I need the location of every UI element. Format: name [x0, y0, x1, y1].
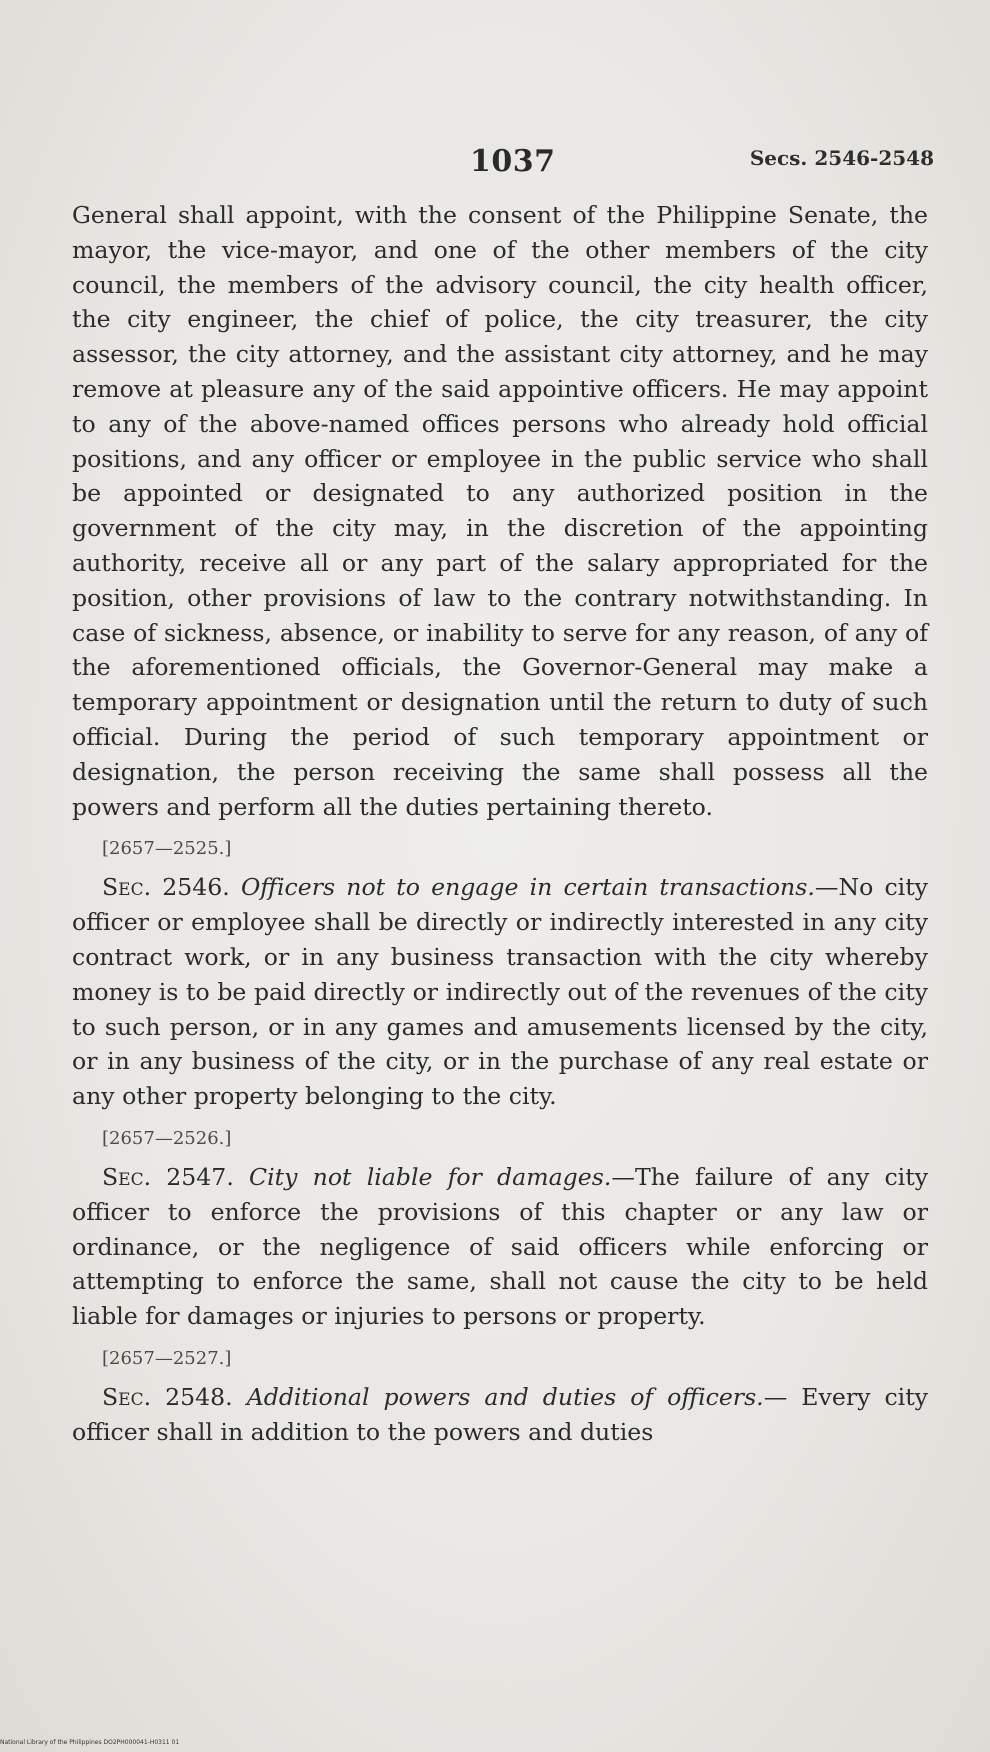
section-number: Sec. 2546. — [102, 873, 230, 902]
page-header — [0, 138, 990, 188]
opening-paragraph: General shall appoint, with the consent of the Philippine Senate, the mayor, the vice-mayor, and one of the other members of the city council, the members of the advisory council, the city health officer, the city engineer, the chief of police, the city treasurer, the city assessor, the city attorney, and the assistant city attorney, and he may remove at pleasure any of the said appointive officers. He may appoint to any of the above-named offices persons who already hold official positions, and any officer or employee in the public service who shall be appointed or designated to any authorized position in the government of the city may, in the discretion of the appointing authority, receive all or any part of the salary appropriated for the position, other provisions of law to the contrary notwithstanding. In case of sickness, absence, or inability to serve for any reason, of any of the aforementioned officials, the Governor-General may make a temporary appointment or designation until the return to duty of such official. During the period of such temporary appointment or designation, the person receiving the same shall possess all the powers and perform all the duties pertaining thereto. — [72, 201, 928, 821]
section-reference: [2657—2526.] — [102, 1127, 232, 1149]
section-text: —No city officer or employee shall be directly or indirectly interested in any city contract work, or in any business transaction with the city whereby money is to be paid directly or indirectly out of the revenues of the city to such person, or in any games and amusements licensed by the city, or in any business of the city, or in the purchase of any real estate or any other property belonging to the city. — [72, 873, 929, 1111]
section-2546 — [72, 870, 928, 1114]
section-text: —The failure of any city officer to enforce the provisions of this chapter or any law or ordinance, or the negligence of said officers while enforcing or attempting to enforce the same, shall not cause the city to be held liable for damages or injuries to persons or property. — [72, 1162, 929, 1331]
section-title: City not liable for damages. — [249, 1162, 612, 1191]
section-text: — Every city officer shall in addition to the powers and duties — [72, 1382, 929, 1446]
section-title: Additional powers and duties of officers. — [246, 1382, 764, 1411]
section-reference: [2657—2527.] — [102, 1347, 232, 1369]
section-number: Sec. 2547. — [102, 1162, 234, 1191]
section-2548 — [72, 1380, 928, 1450]
page-body — [72, 198, 928, 1450]
running-head: Secs. 2546-2548 — [749, 146, 934, 170]
section-reference: [2657—2525.] — [102, 838, 232, 860]
scan-footer: National Library of the Philippines DO2PH000041-H0311 01 — [0, 1739, 180, 1746]
section-number: Sec. 2548. — [102, 1382, 233, 1411]
page-number: 1037 — [470, 144, 556, 179]
section-2547 — [72, 1160, 928, 1334]
section-title: Officers not to engage in certain transactions. — [240, 873, 815, 902]
